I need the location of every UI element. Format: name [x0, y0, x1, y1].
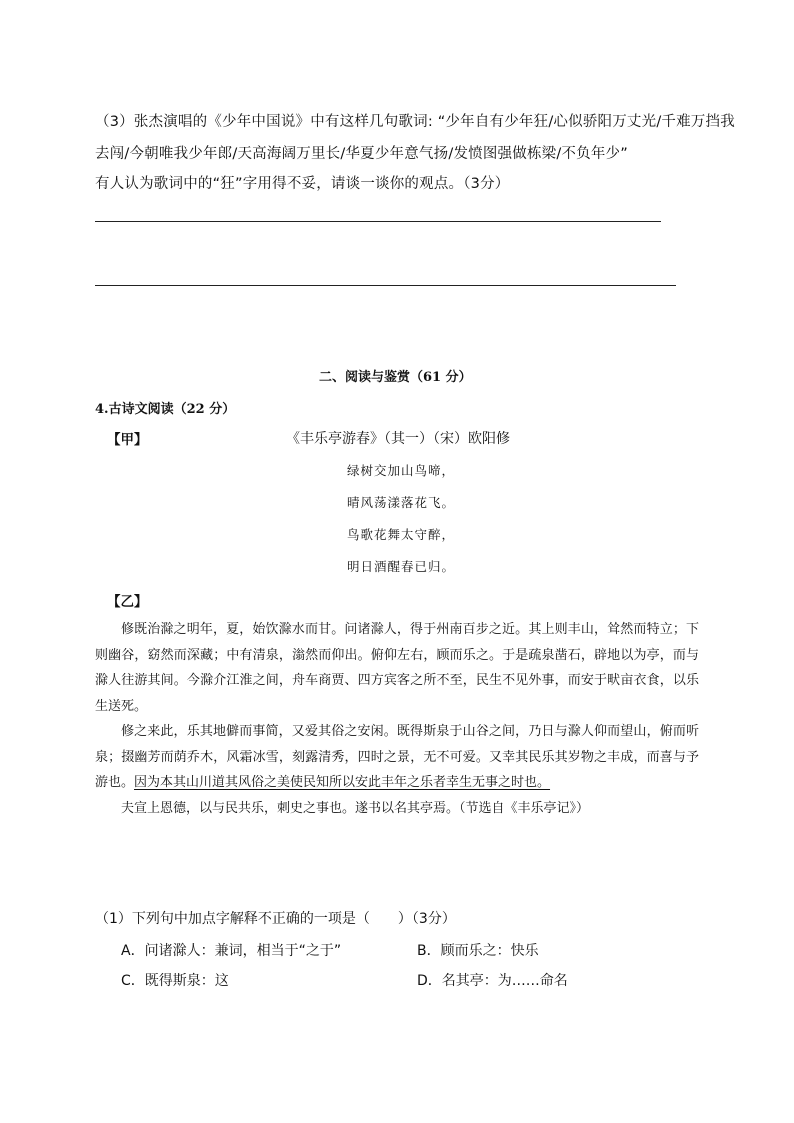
answer-line-2: [95, 285, 676, 286]
question-3-line-1: （3）张杰演唱的《少年中国说》中有这样几句歌词: “少年自有少年狂/心似骄阳万丈光/千难万挡我: [95, 114, 735, 130]
yi-passage: [95, 617, 699, 821]
answer-line-1: [95, 221, 661, 222]
question-3-line-2: 去闯/今朝唯我少年郎/天高海阔万里长/华夏少年意气扬/发愤图强做栋梁/不负年少”: [95, 146, 628, 162]
yi-paragraph-2-text: 修之来此，乐其地僻而事简，又爱其俗之安闲。既得斯泉于山谷之间，乃日与滁人仰而望山，俯而听泉；掇幽芳而荫乔木，风霜冰雪，刻露清秀，四时之景，无不可爱。又幸其民乐其岁物之丰成，而喜与予游也。: [95, 724, 699, 790]
question-4-1-stem: （1）下列句中加点字解释不正确的一项是（ ）（3分）: [95, 911, 456, 927]
poem-line: 绿树交加山鸟啼，: [347, 463, 456, 478]
option-d: D．名其亭：为……命名: [417, 973, 568, 989]
poem-line: 晴风荡漾落花飞。: [347, 495, 456, 510]
section-title: 二、阅读与鉴赏（61 分）: [319, 370, 472, 385]
yi-paragraph-3: 夫宣上恩德，以与民共乐，刺史之事也。遂书以名其亭焉。（节选自《丰乐亭记》）: [121, 800, 590, 816]
poem-line: 鸟歌花舞太守醉，: [347, 527, 456, 542]
option-c: C．既得斯泉：这: [121, 973, 229, 989]
underlined-sentence: 因为本其山川道其风俗之美使民知所以安此丰年之乐者幸生无事之时也。: [134, 775, 551, 790]
yi-tag: 【乙】: [107, 594, 148, 610]
jia-tag: 【甲】: [107, 432, 148, 448]
yi-paragraph-1: 修既治滁之明年，夏，始饮滁水而甘。问诸滁人，得于州南百步之近。其上则丰山，耸然而特立；下则幽谷，窈然而深藏；中有清泉，滃然而仰出。俯仰左右，顾而乐之。于是疏泉凿石，辟地以为亭，而与滁人往游其间。今滁介江淮之间，舟车商贾、四方宾客之所不至，民生不见外事，而安于畎亩衣食，以乐生送死。: [95, 622, 699, 714]
question-3-prompt: 有人认为歌词中的“狂”字用得不妥，请谈一谈你的观点。（3分）: [95, 176, 510, 192]
option-a: A．问诸滁人：兼词，相当于“之于”: [121, 943, 342, 959]
question-4-title: 4.古诗文阅读（22 分）: [95, 402, 236, 417]
option-b: B．顾而乐之：快乐: [417, 943, 539, 959]
poem-title: 《丰乐亭游春》（其一）（宋）欧阳修: [286, 431, 510, 447]
yi-paragraph-2: [95, 719, 699, 796]
poem-line: 明日酒醒春已归。: [347, 559, 456, 574]
